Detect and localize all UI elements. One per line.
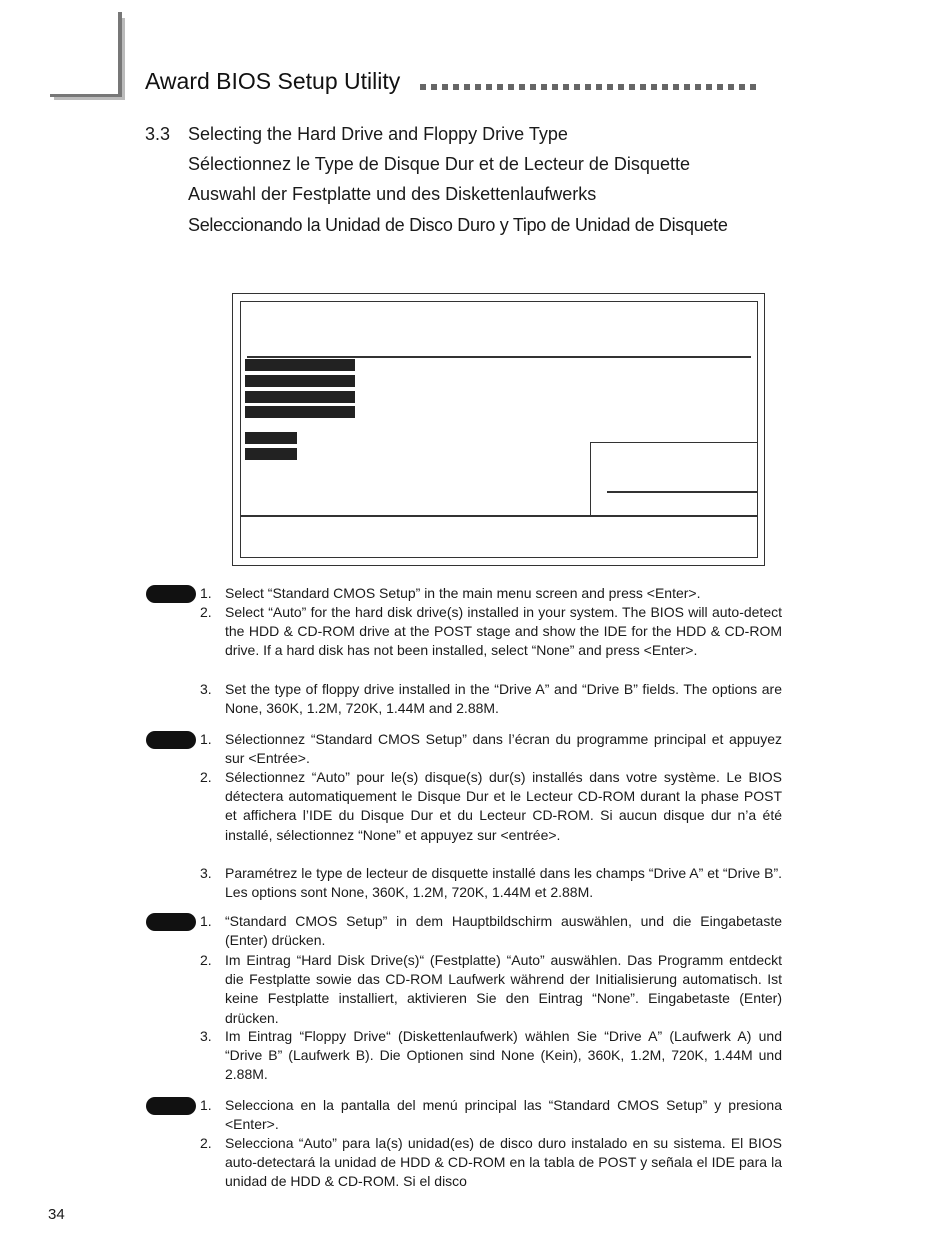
language-marker-spanish [146, 1097, 196, 1115]
item-text: Sélectionnez “Standard CMOS Setup” dans l’écran du programme principal et appuyez sur <Entrée>. [225, 731, 782, 767]
bios-menu-bar [245, 375, 355, 387]
bios-screen-inner-frame [240, 301, 758, 558]
section-title-english: Selecting the Hard Drive and Floppy Drive Type [188, 124, 568, 144]
bios-footer-divider [240, 515, 758, 517]
item-number: 3. [200, 681, 212, 697]
list-item [200, 603, 782, 661]
item-text: “Standard CMOS Setup” in dem Hauptbildschirm auswählen, und die Eingabetaste (Enter) drücken. [225, 913, 782, 949]
bios-menu-bar [245, 359, 355, 371]
language-marker-english [146, 585, 196, 603]
item-number: 2. [200, 604, 212, 620]
list-item [200, 768, 782, 845]
list-item [200, 680, 782, 718]
header-dot-rule [420, 84, 756, 90]
item-text: Paramétrez le type de lecteur de disquette installé dans les champs “Drive A” et “Drive B”. Les options sont None, 360K, 1.2M, 720K, 1.44M et 2.88M. [225, 865, 782, 901]
item-number: 1. [200, 731, 212, 747]
item-number: 3. [200, 1028, 212, 1044]
item-text: Im Eintrag “Floppy Drive“ (Diskettenlaufwerk) wählen Sie “Drive A” (Laufwerk A) und “Drive B” (Laufwerk B). Die Optionen sind None (Kein), 360K, 1.2M, 720K, 1.44M und 2.88M. [225, 1028, 782, 1083]
section-title-german: Auswahl der Festplatte und des Diskettenlaufwerks [188, 184, 597, 204]
language-marker-german [146, 913, 196, 931]
item-number: 2. [200, 952, 212, 968]
list-item [200, 1134, 782, 1192]
corner-mark-shadow-horizontal [54, 97, 124, 100]
section-title-spanish: Seleccionando la Unidad de Disco Duro y Tipo de Unidad de Disquete [188, 215, 728, 235]
item-text: Selecciona en la pantalla del menú principal las “Standard CMOS Setup” y presiona <Enter>. [225, 1097, 782, 1133]
item-number: 2. [200, 1135, 212, 1151]
bios-header-divider [247, 356, 751, 358]
item-text: Select “Auto” for the hard disk drive(s) installed in your system. The BIOS will auto-detect the HDD & CD-ROM drive at the POST stage and show the IDE for the HDD & CD-ROM drive. If a hard disk has not been installed, select “None” and press <Enter>. [225, 604, 782, 659]
bios-help-divider [607, 491, 757, 493]
page-number: 34 [48, 1206, 65, 1223]
list-item [200, 864, 782, 902]
item-text: Im Eintrag “Hard Disk Drive(s)“ (Festplatte) “Auto” auswählen. Das Programm entdeckt die Festplatte sowie das CD-ROM Laufwerk während der Initialisierung automatisch. Ist keine Festplatte installiert, aktivieren Sie den Eintrag “None”. Eingabetaste (Enter) drücken. [225, 952, 782, 1026]
item-number: 1. [200, 1097, 212, 1113]
list-item [200, 1027, 782, 1085]
bios-help-panel [590, 442, 758, 515]
section-number: 3.3 [145, 124, 171, 144]
item-number: 2. [200, 769, 212, 785]
list-item [200, 1096, 782, 1134]
bios-menu-bar [245, 391, 355, 403]
language-marker-french [146, 731, 196, 749]
section-title-french: Sélectionnez le Type de Disque Dur et de Lecteur de Disquette [188, 154, 690, 174]
bios-drive-bar [245, 448, 297, 460]
item-text: Set the type of floppy drive installed in the “Drive A” and “Drive B” fields. The options are None, 360K, 1.2M, 720K, 1.44M and 2.88M. [225, 681, 782, 717]
page-header-title: Award BIOS Setup Utility [145, 68, 401, 94]
bios-menu-bar [245, 406, 355, 418]
corner-mark-shadow [122, 18, 125, 100]
item-text: Select “Standard CMOS Setup” in the main menu screen and press <Enter>. [225, 585, 701, 601]
bios-drive-bar [245, 432, 297, 444]
item-number: 1. [200, 913, 212, 929]
list-item [200, 584, 782, 603]
list-item [200, 951, 782, 1028]
item-number: 3. [200, 865, 212, 881]
list-item [200, 912, 782, 950]
list-item [200, 730, 782, 768]
item-number: 1. [200, 585, 212, 601]
item-text: Selecciona “Auto” para la(s) unidad(es) de disco duro instalado en su sistema. El BIOS auto-detectará la unidad de HDD & CD-ROM en la tabla de POST y señala el IDE para la unidad de HDD & CD-ROM. Si el disco [225, 1135, 782, 1190]
item-text: Sélectionnez “Auto” pour le(s) disque(s) dur(s) installés dans votre système. Le BIOS détectera automatiquement le Disque Dur et le Lecteur CD-ROM durant la phase POST et affichera l’IDE du Disque Dur et du Lecteur CD-ROM. Si aucun disque dur n’a été installé, sélectionnez “None” et appuyez sur <entrée>. [225, 769, 782, 843]
